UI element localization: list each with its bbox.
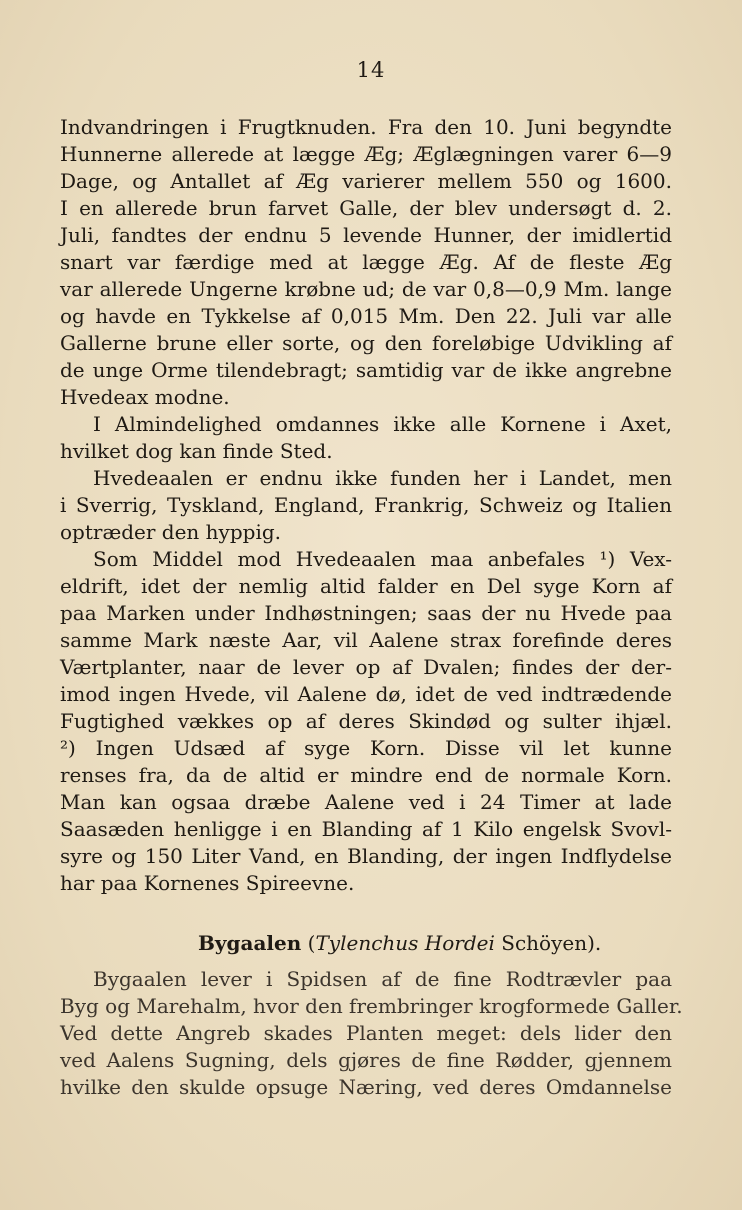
text-line: Dage, og Antallet af Æg varierer mellem 550 og 1600. [60, 169, 672, 193]
text-line: I en allerede brun farvet Galle, der blev undersøgt d. 2. [60, 196, 672, 220]
text-line: paa Marken under Indhøstningen; saas der nu Hvede paa [60, 601, 672, 625]
paren-open: ( [307, 931, 316, 955]
text-line: var allerede Ungerne krøbne ud; de var 0,8—0,9 Mm. lange [60, 277, 672, 301]
page-number: 14 [356, 58, 386, 82]
author-name: Schöyen). [501, 931, 602, 955]
text-line: snart var færdige med at lægge Æg. Af de fleste Æg [60, 250, 672, 274]
text-line: de unge Orme tilendebragt; samtidig var de ikke angrebne [60, 358, 672, 382]
text-line: Gallerne brune eller sorte, og den foreløbige Udvikling af [60, 331, 672, 355]
text-line: ved Aalens Sugning, dels gjøres de fine Rødder, gjennem [60, 1048, 672, 1072]
text-line: syre og 150 Liter Vand, en Blanding, der ingen Indflydelse [60, 844, 672, 868]
text-line: har paa Kornenes Spireevne. [60, 871, 355, 895]
text-line: ²) Ingen Udsæd af syge Korn. Disse vil let kunne [60, 736, 672, 760]
text-line: og havde en Tykkelse af 0,015 Mm. Den 22. Juli var alle [60, 304, 672, 328]
text-line: i Sverrig, Tyskland, England, Frankrig, Schweiz og Italien [60, 493, 672, 517]
text-line: imod ingen Hvede, vil Aalene dø, idet de ved indtrædende [60, 682, 672, 706]
text-line: Som Middel mod Hvedeaalen maa anbefales ¹) Vex- [93, 547, 672, 571]
text-line: eldrift, idet der nemlig altid falder en Del syge Korn af [60, 574, 672, 598]
text-line: Ved dette Angreb skades Planten meget: dels lider den [60, 1021, 672, 1045]
section-title: Bygaalen [198, 931, 302, 955]
text-line: Fugtighed vækkes op af deres Skindød og sulter ihjæl. [60, 709, 672, 733]
text-line: Indvandringen i Frugtknuden. Fra den 10. Juni begyndte [60, 115, 672, 139]
section-heading [198, 930, 601, 956]
text-line: Juli, fandtes der endnu 5 levende Hunner, der imidlertid [60, 223, 672, 247]
text-line: samme Mark næste Aar, vil Aalene strax forefinde deres [60, 628, 672, 652]
text-line: renses fra, da de altid er mindre end de normale Korn. [60, 763, 672, 787]
text-line: Hvedeax modne. [60, 385, 230, 409]
text-line: hvilke den skulde opsuge Næring, ved deres Omdannelse [60, 1075, 672, 1099]
text-line: Man kan ogsaa dræbe Aalene ved i 24 Timer at lade [60, 790, 672, 814]
text-line: Bygaalen lever i Spidsen af de fine Rodtrævler paa [93, 967, 672, 991]
species-name: Tylenchus Hordei [315, 931, 495, 955]
text-line: hvilket dog kan finde Sted. [60, 439, 333, 463]
text-line: Saasæden henligge i en Blanding af 1 Kilo engelsk Svovl- [60, 817, 672, 841]
text-line: Byg og Marehalm, hvor den frembringer krogformede Galler. [60, 994, 683, 1018]
text-line: Hvedeaalen er endnu ikke funden her i Landet, men [93, 466, 672, 490]
text-line: Hunnerne allerede at lægge Æg; Æglægningen varer 6—9 [60, 142, 672, 166]
text-line: I Almindelighed omdannes ikke alle Kornene i Axet, [93, 412, 672, 436]
text-line: Værtplanter, naar de lever op af Dvalen; findes der der- [60, 655, 672, 679]
text-line: optræder den hyppig. [60, 520, 282, 544]
